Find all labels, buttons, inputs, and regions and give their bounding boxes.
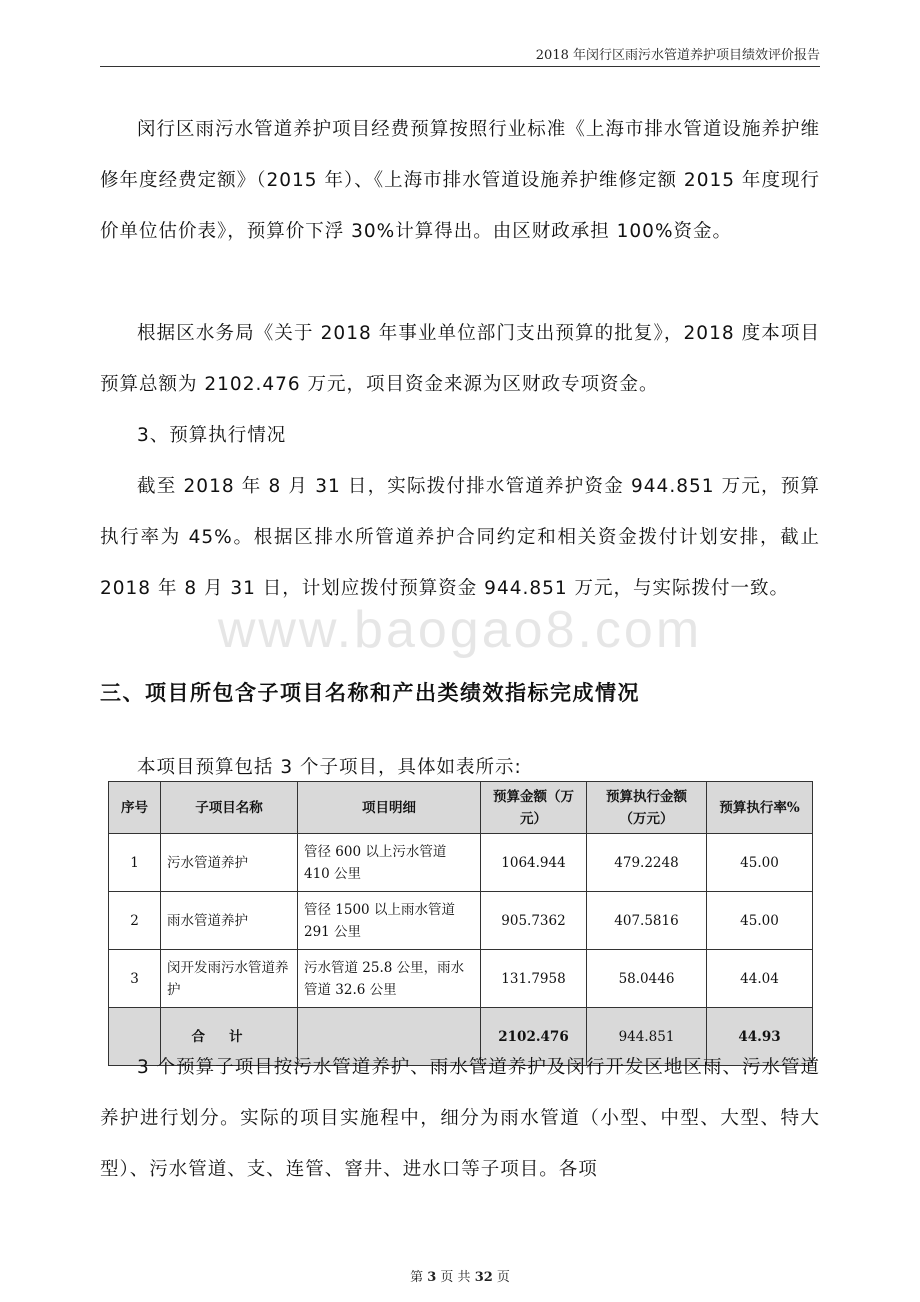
section-heading: 三、项目所包含子项目名称和产出类绩效指标完成情况 <box>100 681 640 705</box>
footer-prefix: 第 <box>410 1270 424 1285</box>
paragraph-budget-basis: 闵行区雨污水管道养护项目经费预算按照行业标准《上海市排水管道设施养护维修年度经费定额》（2015 年）、《上海市排水管道设施养护维修定额 2015 年度现行价单位估价表》，预算价下浮 30%计算得出。由区财政承担 100%资金。 <box>100 119 820 242</box>
cell-budget: 131.7958 <box>481 950 587 1008</box>
footer-page-number: 3 <box>427 1270 437 1285</box>
header-cell-budget: 预算金额（万元） <box>481 782 587 834</box>
cell-detail: 管径 600 以上污水管道 410 公里 <box>298 834 481 892</box>
footer-suffix: 页 <box>496 1270 510 1285</box>
table-row <box>109 950 813 1008</box>
cell-name: 闵开发雨污水管道养护 <box>161 950 298 1008</box>
cell-executed: 58.0446 <box>587 950 707 1008</box>
watermark: www.baogao8.com <box>217 601 703 659</box>
table-row <box>109 892 813 950</box>
paragraph-budget-execution: 截至 2018 年 8 月 31 日，实际拨付排水管道养护资金 944.851 万元，预算执行率为 45%。根据区排水所管道养护合同约定和相关资金拨付计划安排，截止 2018 年 8 月 31 日，计划应拨付预算资金 944.851 万元，与实际拨付一致。 <box>100 476 820 599</box>
cell-no: 2 <box>109 892 161 950</box>
footer-total-pages: 32 <box>474 1270 493 1285</box>
cell-total-rate: 44.93 <box>707 1008 813 1066</box>
cell-executed: 479.2248 <box>587 834 707 892</box>
subheading-budget-execution: 3、预算执行情况 <box>137 425 287 446</box>
header-cell-rate: 预算执行率% <box>707 782 813 834</box>
cell-detail: 管径 1500 以上雨水管道 291 公里 <box>298 892 481 950</box>
cell-no: 1 <box>109 834 161 892</box>
cell-executed: 407.5816 <box>587 892 707 950</box>
cell-total-label: 合计 <box>161 1008 298 1066</box>
cell-budget: 905.7362 <box>481 892 587 950</box>
page-footer <box>0 1266 920 1285</box>
paragraph-subproject-division: 3 个预算子项目按污水管道养护、雨水管道养护及闵行开发区地区雨、污水管道养护进行划分。实际的项目实施程中，细分为雨水管道（小型、中型、大型、特大型）、污水管道、支、连管、窨井、进水口等子项目。各项 <box>100 1057 820 1180</box>
header-cell-name: 子项目名称 <box>161 782 298 834</box>
cell-total-budget: 2102.476 <box>481 1008 587 1066</box>
cell-rate: 45.00 <box>707 892 813 950</box>
table-header-row <box>109 782 813 834</box>
header-cell-detail: 项目明细 <box>298 782 481 834</box>
cell-rate: 45.00 <box>707 834 813 892</box>
cell-rate: 44.04 <box>707 950 813 1008</box>
footer-middle: 页 共 <box>440 1270 471 1285</box>
header-cell-no: 序号 <box>109 782 161 834</box>
cell-no: 3 <box>109 950 161 1008</box>
cell-name: 污水管道养护 <box>161 834 298 892</box>
cell-total-executed: 944.851 <box>587 1008 707 1066</box>
document-header-title: 2018 年闵行区雨污水管道养护项目绩效评价报告 <box>535 48 820 63</box>
table-row <box>109 834 813 892</box>
cell-name: 雨水管道养护 <box>161 892 298 950</box>
header-cell-executed: 预算执行金额（万元） <box>587 782 707 834</box>
paragraph-budget-approval: 根据区水务局《关于 2018 年事业单位部门支出预算的批复》，2018 度本项目预算总额为 2102.476 万元，项目资金来源为区财政专项资金。 <box>100 323 820 395</box>
cell-budget: 1064.944 <box>481 834 587 892</box>
cell-detail: 污水管道 25.8 公里，雨水管道 32.6 公里 <box>298 950 481 1008</box>
header-divider <box>100 66 820 67</box>
paragraph-table-intro: 本项目预算包括 3 个子项目，具体如表所示: <box>137 757 522 778</box>
subproject-budget-table <box>108 781 813 1066</box>
